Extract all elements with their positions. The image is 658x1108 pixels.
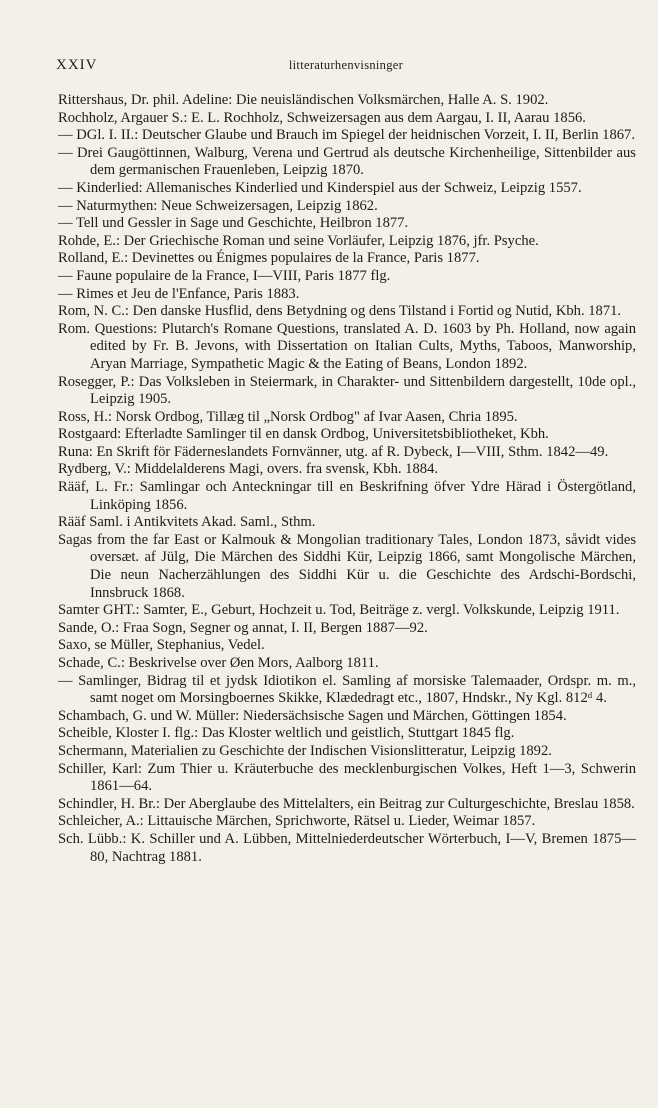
page-header (56, 57, 636, 79)
bibliography-entry: Sagas from the far East or Kalmouk & Mongolian traditionary Tales, London 1873, såvidt vides oversæt. af Jülg, Die Märchen des Siddhi Kür, Leipzig 1866, samt Mongolische Märchen, Die neun Nacherzählungen des Siddhi Kür u. die Geschichte des Ardschi-Bordschi, Innsbruck 1868. (58, 531, 636, 601)
bibliography-entry: Rom. Questions: Plutarch's Romane Questions, translated A. D. 1603 by Ph. Holland, now again edited by Fr. B. Jevons, with Dissertation on Italian Cults, Myths, Taboos, Manworship, Aryan Marriage, Sympathetic Magic & the Eating of Beans, London 1892. (58, 320, 636, 372)
bibliography-entry: Rosegger, P.: Das Volksleben in Steiermark, in Charakter- und Sittenbildern dargestellt, 10de opl., Leipzig 1905. (58, 373, 636, 408)
bibliography-entry: Sande, O.: Fraa Sogn, Segner og annat, I. II, Bergen 1887—92. (58, 619, 428, 636)
bibliography-entry: Schermann, Materialien zu Geschichte der Indischen Visionslitteratur, Leipzig 1892. (58, 742, 552, 759)
bibliography-entry: Samter GHT.: Samter, E., Geburt, Hochzeit u. Tod, Beiträge z. vergl. Volkskunde, Leipzig 1911. (58, 602, 620, 619)
bibliography-entry: — Drei Gaugöttinnen, Walburg, Verena und Gertrud als deutsche Kirchenheilige, Sittenbilder aus dem germanischen Frauenleben, Leipzig 1870. (58, 144, 636, 179)
bibliography-entry: — Rimes et Jeu de l'Enfance, Paris 1883. (58, 285, 300, 302)
bibliography-entry: Scheible, Kloster I. flg.: Das Kloster weltlich und geistlich, Stuttgart 1845 flg. (58, 725, 515, 742)
bibliography-entry: Schindler, H. Br.: Der Aberglaube des Mittelalters, ein Beitrag zur Culturgeschichte, Breslau 1858. (58, 795, 635, 812)
bibliography-entry: Rydberg, V.: Middelalderens Magi, overs. fra svensk, Kbh. 1884. (58, 461, 439, 478)
bibliography-entry: — Naturmythen: Neue Schweizersagen, Leipzig 1862. (58, 197, 378, 214)
bibliography-entry: Ross, H.: Norsk Ordbog, Tillæg til „Norsk Ordbog" af Ivar Aasen, Chria 1895. (58, 408, 518, 425)
bibliography-entry: Rom, N. C.: Den danske Husflid, dens Betydning og dens Tilstand i Fortid og Nutid, Kbh. 1871. (58, 303, 622, 320)
bibliography-entry: Sch. Lübb.: K. Schiller und A. Lübben, Mittelniederdeutscher Wörterbuch, I—V, Bremen 1875—80, Nachtrag 1881. (58, 830, 636, 865)
bibliography-entry: Rohde, E.: Der Griechische Roman und seine Vorläufer, Leipzig 1876, jfr. Psyche. (58, 232, 539, 249)
page-number: XXIV (56, 57, 98, 73)
bibliography-entry: — Faune populaire de la France, I—VIII, Paris 1877 flg. (58, 267, 391, 284)
bibliography-entry: Schleicher, A.: Littauische Märchen, Sprichworte, Rätsel u. Lieder, Weimar 1857. (58, 813, 536, 830)
bibliography-entry: — Tell und Gessler in Sage und Geschichte, Heilbron 1877. (58, 215, 409, 232)
bibliography-entry: Saxo, se Müller, Stephanius, Vedel. (58, 637, 265, 654)
bibliography-entry: Schambach, G. und W. Müller: Niedersächsische Sagen und Märchen, Göttingen 1854. (58, 707, 567, 724)
bibliography-entry: Rochholz, Argauer S.: E. L. Rochholz, Schweizersagen aus dem Aargau, I. II, Aarau 1856. (58, 109, 586, 126)
bibliography-entry: — Samlinger, Bidrag til et jydsk Idiotikon el. Samling af morsiske Talemaader, Ordspr. m. m., samt noget om Morsingboernes Skikke, Klædedragt etc., 1807, Hndskr., Ny Kgl. 812ᵈ 4. (58, 672, 636, 707)
bibliography-entry: Rostgaard: Efterladte Samlinger til en dansk Ordbog, Universitetsbibliotheket, Kbh. (58, 426, 549, 443)
bibliography-entry: Runa: En Skrift för Fäderneslandets Fornvänner, utg. af R. Dybeck, I—VIII, Sthm. 1842—49. (58, 443, 609, 460)
bibliography-entry: Rääf, L. Fr.: Samlingar och Anteckningar till en Beskrifning öfver Ydre Härad i Östergötland, Linköping 1856. (58, 479, 636, 513)
bibliography-entry: Schade, C.: Beskrivelse over Øen Mors, Aalborg 1811. (58, 655, 379, 671)
bibliography-entry: Schiller, Karl: Zum Thier u. Kräuterbuche des mecklenburgischen Volkes, Heft 1—3, Schwerin 1861—64. (58, 760, 636, 795)
bibliography-entry: Rääf Saml. i Antikvitets Akad. Saml., Sthm. (58, 514, 316, 531)
bibliography-entry: — DGl. I. II.: Deutscher Glaube und Brauch im Spiegel der heidnischen Vorzeit, I. II, Berlin 1867. (58, 127, 635, 144)
bibliography-entry: Rolland, E.: Devinettes ou Énigmes populaires de la France, Paris 1877. (58, 250, 480, 267)
bibliography-entry: — Kinderlied: Allemanisches Kinderlied und Kinderspiel aus der Schweiz, Leipzig 1557. (58, 179, 582, 196)
bibliography-entry: Rittershaus, Dr. phil. Adeline: Die neuisländischen Volksmärchen, Halle A. S. 1902. (58, 92, 549, 108)
running-title: litteraturhenvisninger (288, 58, 404, 72)
bibliography-list (58, 92, 636, 866)
